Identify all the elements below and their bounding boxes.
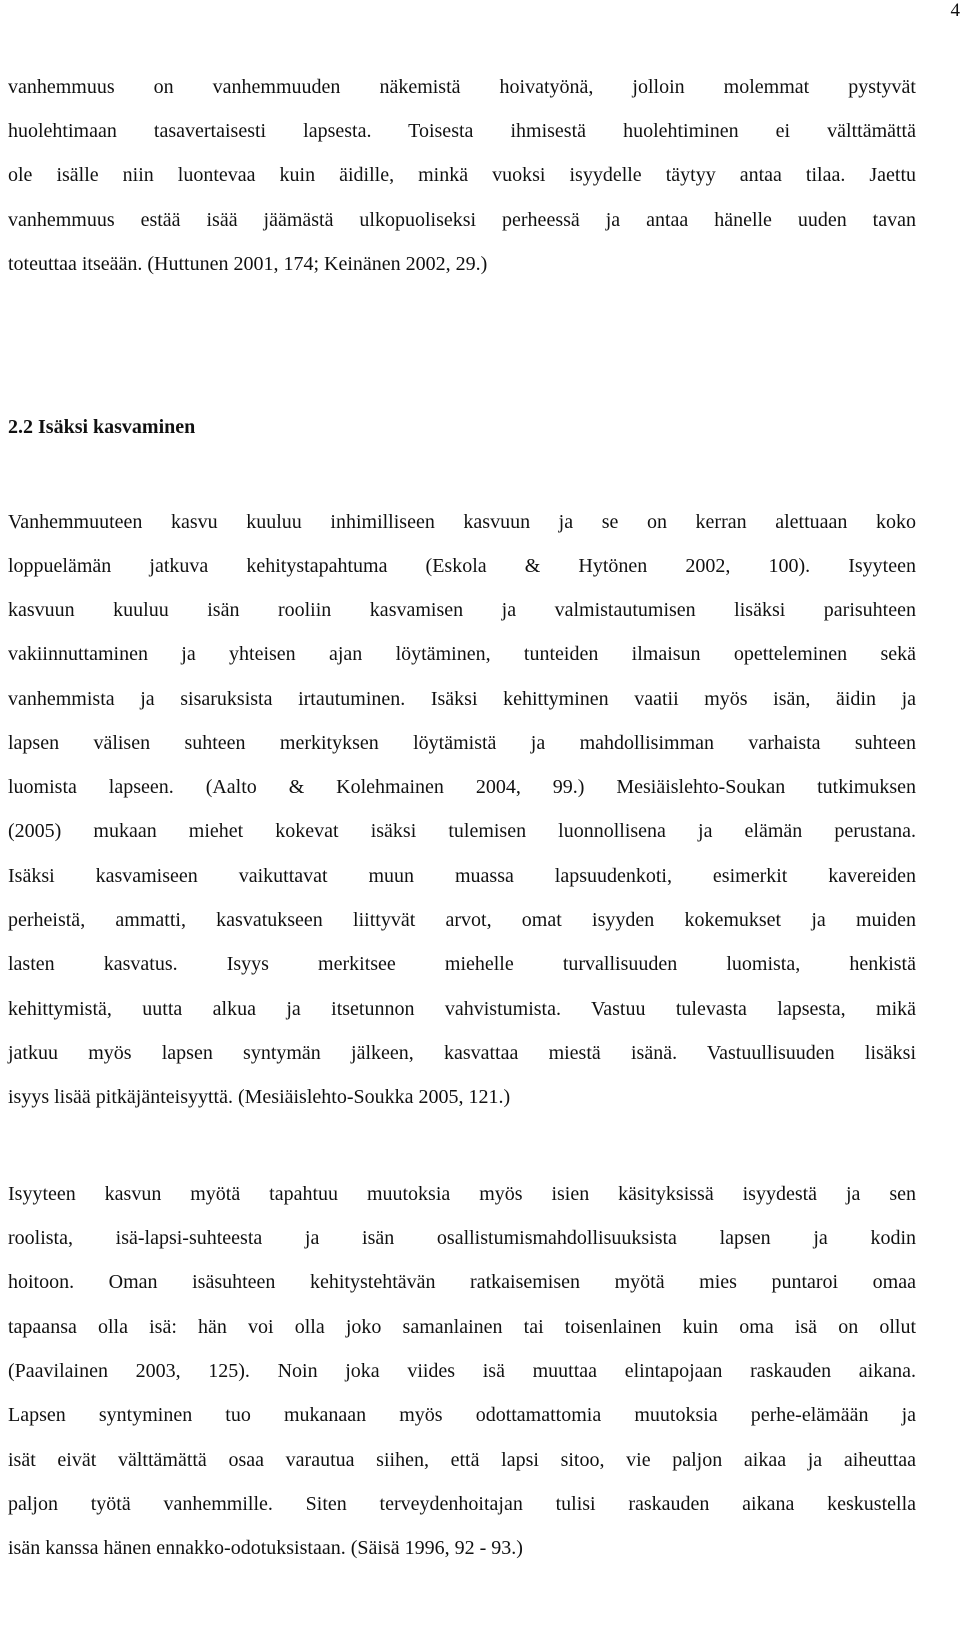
paragraph-2-line: (2005) mukaan miehet kokevat isäksi tulemisen luonnollisena ja elämän perustana.	[8, 820, 916, 842]
page-number: 4	[950, 0, 960, 21]
paragraph-2-line: isyys lisää pitkäjänteisyyttä. (Mesiäislehto-Soukka 2005, 121.)	[8, 1086, 511, 1108]
paragraph-1-line: huolehtimaan tasavertaisesti lapsesta. Toisesta ihmisestä huolehtiminen ei välttämättä	[8, 120, 916, 142]
paragraph-3-line: tapaansa olla isä: hän voi olla joko samanlainen tai toisenlainen kuin oma isä on ollut	[8, 1316, 916, 1338]
paragraph-2-line: vanhemmista ja sisaruksista irtautuminen. Isäksi kehittyminen vaatii myös isän, äidin ja	[8, 688, 916, 710]
paragraph-3-line: (Paavilainen 2003, 125). Noin joka viides isä muuttaa elintapojaan raskauden aikana.	[8, 1360, 916, 1382]
paragraph-2-line: luomista lapseen. (Aalto & Kolehmainen 2004, 99.) Mesiäislehto-Soukan tutkimuksen	[8, 776, 916, 798]
paragraph-1-line: vanhemmuus estää isää jäämästä ulkopuoliseksi perheessä ja antaa hänelle uuden tavan	[8, 209, 916, 231]
paragraph-2-line: loppuelämän jatkuva kehitystapahtuma (Eskola & Hytönen 2002, 100). Isyyteen	[8, 555, 916, 577]
paragraph-1-line: vanhemmuus on vanhemmuuden näkemistä hoivatyönä, jolloin molemmat pystyvät	[8, 76, 916, 98]
paragraph-2-line: jatkuu myös lapsen syntymän jälkeen, kasvattaa miestä isänä. Vastuullisuuden lisäksi	[8, 1042, 916, 1064]
paragraph-2-line: lapsen välisen suhteen merkityksen löytämistä ja mahdollisimman varhaista suhteen	[8, 732, 916, 754]
paragraph-3-line: Lapsen syntyminen tuo mukanaan myös odottamattomia muutoksia perhe-elämään ja	[8, 1404, 916, 1426]
paragraph-3-line: Isyyteen kasvun myötä tapahtuu muutoksia myös isien käsityksissä isyydestä ja sen	[8, 1183, 916, 1205]
paragraph-3-line: isän kanssa hänen ennakko-odotuksistaan. (Säisä 1996, 92 - 93.)	[8, 1537, 523, 1559]
paragraph-2-line: kehittymistä, uutta alkua ja itsetunnon vahvistumista. Vastuu tulevasta lapsesta, mikä	[8, 998, 916, 1020]
paragraph-2-line: perheistä, ammatti, kasvatukseen liittyvät arvot, omat isyyden kokemukset ja muiden	[8, 909, 916, 931]
paragraph-2-line: Vanhemmuuteen kasvu kuuluu inhimilliseen kasvuun ja se on kerran alettuaan koko	[8, 511, 916, 533]
paragraph-2-line: lasten kasvatus. Isyys merkitsee miehelle turvallisuuden luomista, henkistä	[8, 953, 916, 975]
paragraph-2-line: vakiinnuttaminen ja yhteisen ajan löytäminen, tunteiden ilmaisun opetteleminen sekä	[8, 643, 916, 665]
paragraph-1-line: ole isälle niin luontevaa kuin äidille, minkä vuoksi isyydelle täytyy antaa tilaa. Jaettu	[8, 164, 916, 186]
paragraph-3-line: roolista, isä-lapsi-suhteesta ja isän osallistumismahdollisuuksista lapsen ja kodin	[8, 1227, 916, 1249]
paragraph-3-line: paljon työtä vanhemmille. Siten terveydenhoitajan tulisi raskauden aikana keskustella	[8, 1493, 916, 1515]
paragraph-2-line: kasvuun kuuluu isän rooliin kasvamisen ja valmistautumisen lisäksi parisuhteen	[8, 599, 916, 621]
paragraph-1-line: toteuttaa itseään. (Huttunen 2001, 174; Keinänen 2002, 29.)	[8, 253, 488, 275]
section-heading: 2.2 Isäksi kasvaminen	[8, 416, 196, 438]
paragraph-2-line: Isäksi kasvamiseen vaikuttavat muun muassa lapsuudenkoti, esimerkit kavereiden	[8, 865, 916, 887]
paragraph-3-line: hoitoon. Oman isäsuhteen kehitystehtävän ratkaisemisen myötä mies puntaroi omaa	[8, 1271, 916, 1293]
paragraph-3-line: isät eivät välttämättä osaa varautua siihen, että lapsi sitoo, vie paljon aikaa ja aiheuttaa	[8, 1449, 916, 1471]
